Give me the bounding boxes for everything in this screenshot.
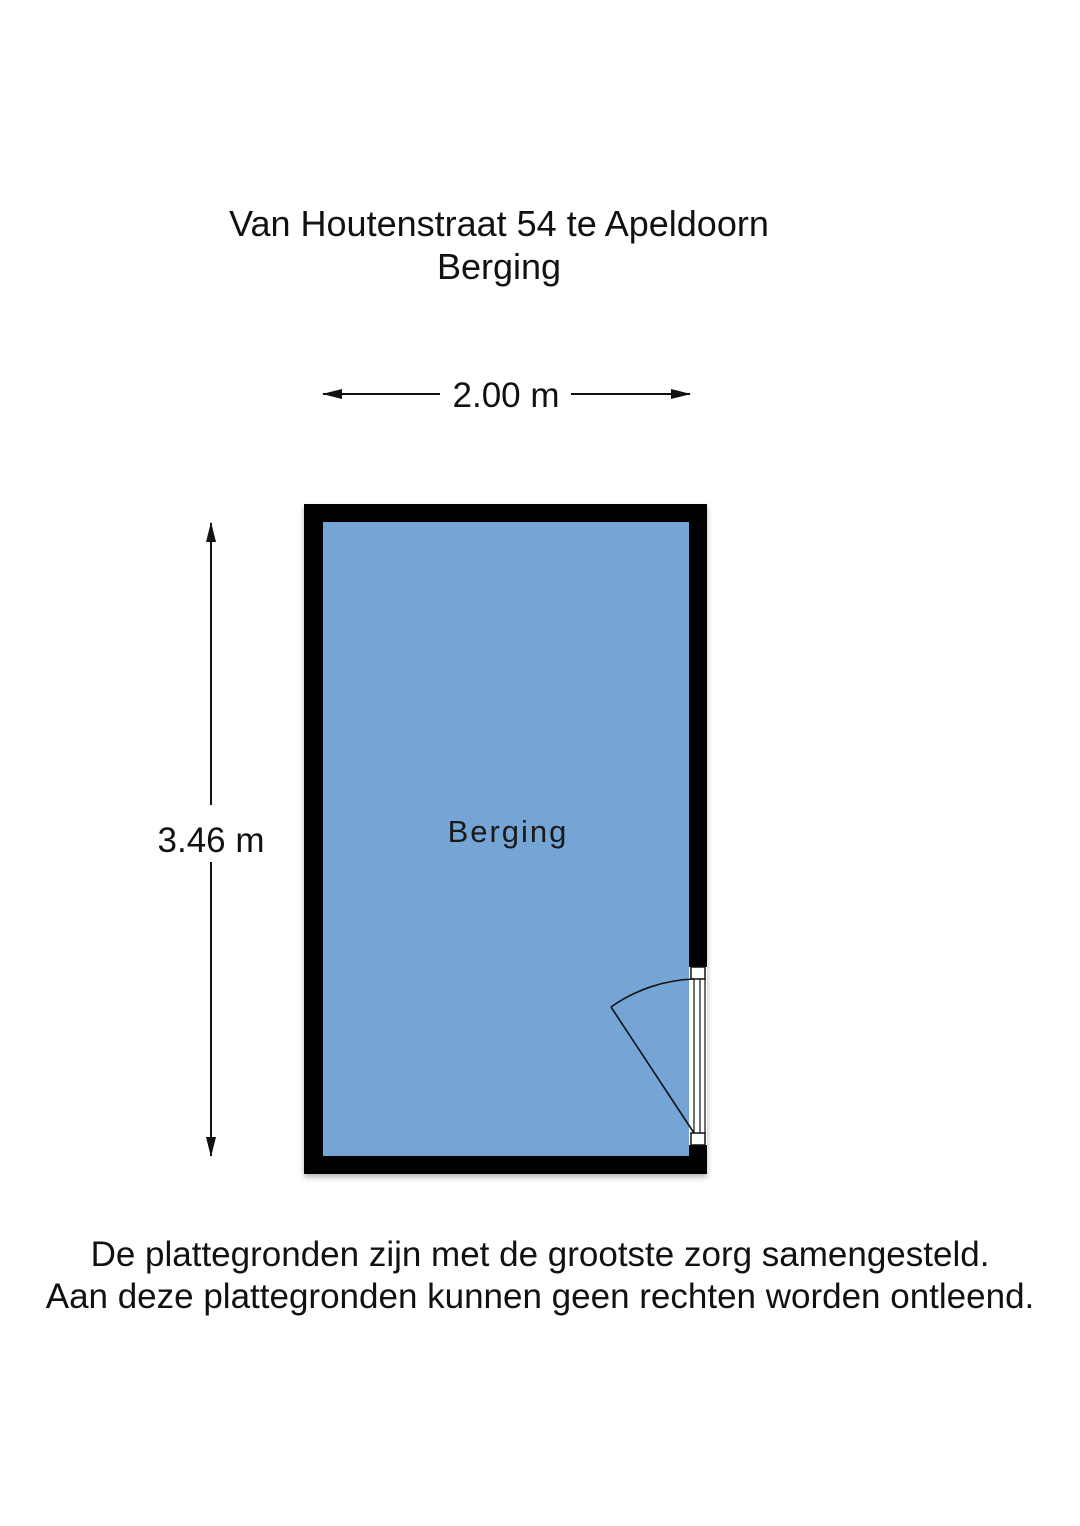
door-opening xyxy=(689,967,707,1145)
page-subtitle: Berging xyxy=(436,246,562,287)
room-label: Berging xyxy=(447,814,569,849)
door-jamb-top xyxy=(691,967,705,979)
height-dimension-label: 3.46 m xyxy=(157,821,265,860)
width-dimension xyxy=(323,376,690,415)
door-jamb-bottom xyxy=(691,1133,705,1145)
height-dimension xyxy=(158,523,265,1156)
disclaimer-line-1: De plattegronden zijn met de grootste zorg samengesteld. xyxy=(90,1235,990,1274)
disclaimer xyxy=(0,1234,1080,1318)
width-dimension-label: 2.00 m xyxy=(452,376,560,415)
disclaimer-line-2: Aan deze plattegronden kunnen geen rechten worden ontleend. xyxy=(45,1277,1035,1316)
page-title: Van Houtenstraat 54 te Apeldoorn xyxy=(229,203,769,244)
